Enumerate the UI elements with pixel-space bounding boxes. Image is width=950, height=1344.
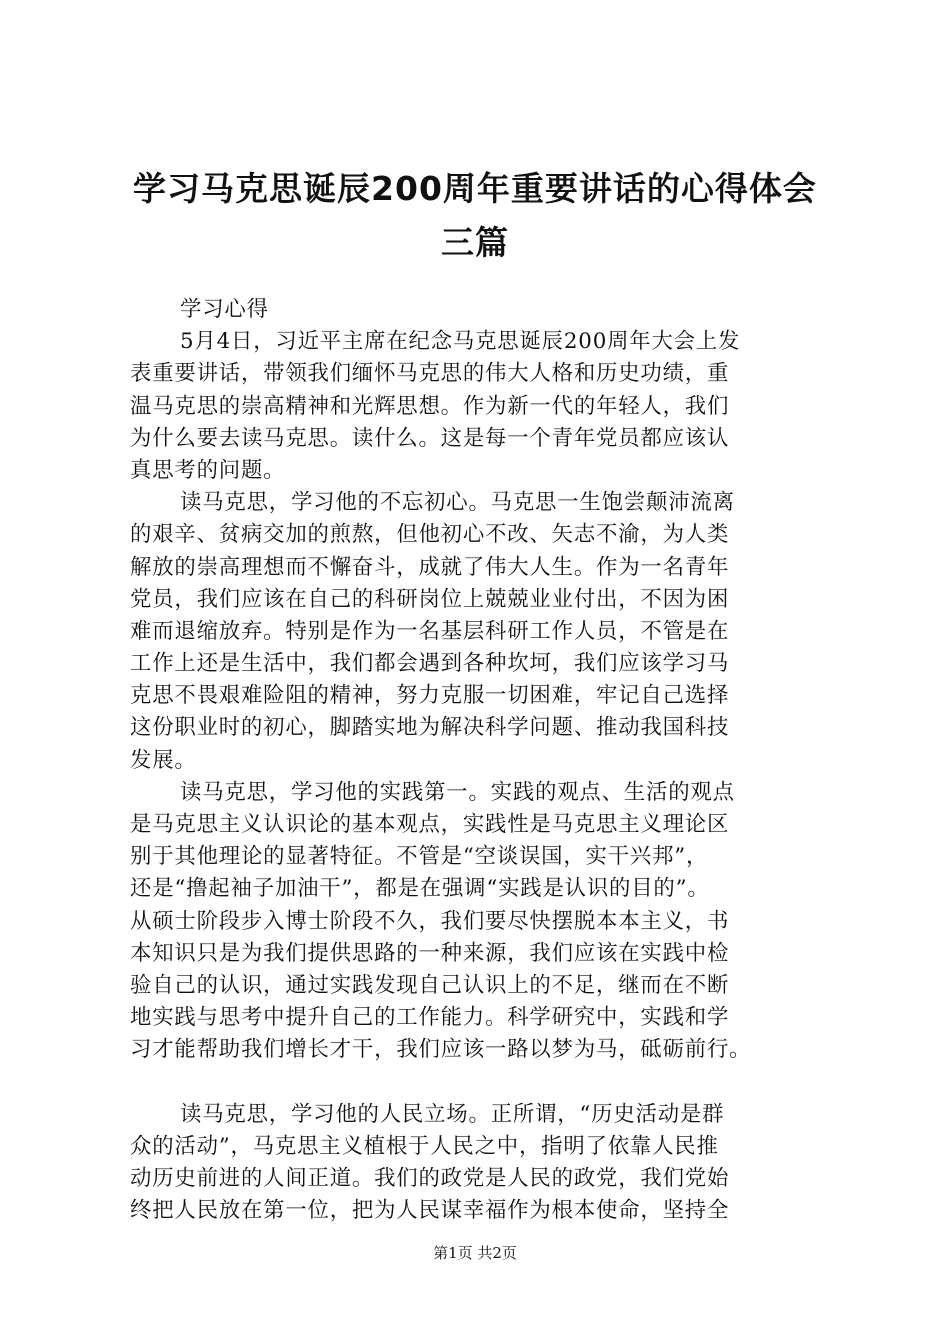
paragraph-line: 地实践与思考中提升自己的工作能力。科学研究中，实践和学 xyxy=(130,1005,730,1031)
paragraph-line: 发展。 xyxy=(130,747,197,773)
paragraph-line: 读马克思，学习他的不忘初心。马克思一生饱尝颠沛流离 xyxy=(180,490,735,516)
title-line-1: 学习马克思诞辰200周年重要讲话的心得体会 xyxy=(133,169,817,208)
blank-line xyxy=(130,1067,850,1099)
paragraph-line: 读马克思，学习他的实践第一。实践的观点、生活的观点 xyxy=(180,779,735,805)
paragraph-line: 表重要讲话，带领我们缅怀马克思的伟大人格和历史功绩，重 xyxy=(130,361,730,387)
paragraph-line: 真思考的问题。 xyxy=(130,457,286,483)
paragraph-line: 温马克思的崇高精神和光辉思想。作为新一代的年轻人，我们 xyxy=(130,393,730,419)
paragraph-line: 读马克思，学习他的人民立场。正所谓，“历史活动是群 xyxy=(180,1101,725,1127)
paragraph-line: 党员，我们应该在自己的科研岗位上兢兢业业付出，不因为困 xyxy=(130,586,730,612)
paragraph-line: 验自己的认识，通过实践发现自己认识上的不足，继而在不断 xyxy=(130,972,730,998)
paragraph-line: 这份职业时的初心，脚踏实地为解决科学问题、推动我国科技 xyxy=(130,715,730,741)
paragraph-line: 难而退缩放弃。特别是作为一名基层科研工作人员，不管是在 xyxy=(130,618,730,644)
document-body xyxy=(130,294,850,1227)
paragraph-line: 从硕士阶段步入博士阶段不久，我们要尽快摆脱本本主义，书 xyxy=(130,908,730,934)
paragraph-line: 5月4日，习近平主席在纪念马克思诞辰200周年大会上发 xyxy=(180,329,741,355)
section-heading: 学习心得 xyxy=(180,297,269,322)
paragraph-line: 习才能帮助我们增长才干，我们应该一路以梦为马，砥砺前行。 xyxy=(130,1037,752,1063)
paragraph-line: 工作上还是生活中，我们都会遇到各种坎坷，我们应该学习马 xyxy=(130,651,730,677)
paragraph-line: 克思不畏艰难险阻的精神，努力克服一切困难，牢记自己选择 xyxy=(130,683,730,709)
document-title xyxy=(100,162,850,270)
paragraph-line: 还是“撸起袖子加油干”，都是在强调“实践是认识的目的”。 xyxy=(130,876,710,902)
paragraph-line: 别于其他理论的显著特征。不管是“空谈误国，实干兴邦”， xyxy=(130,844,709,870)
paragraph-line: 动历史前进的人间正道。我们的政党是人民的政党，我们党始 xyxy=(130,1166,730,1192)
paragraph-line: 终把人民放在第一位，把为人民谋幸福作为根本使命，坚持全 xyxy=(130,1198,730,1224)
title-line-2: 三篇 xyxy=(441,223,509,262)
paragraph-line: 是马克思主义认识论的基本观点，实践性是马克思主义理论区 xyxy=(130,812,730,837)
paragraph-line: 为什么要去读马克思。读什么。这是每一个青年党员都应该认 xyxy=(130,425,730,451)
paragraph-line: 众的活动”，马克思主义植根于人民之中，指明了依靠人民推 xyxy=(130,1133,719,1159)
paragraph-line: 解放的崇高理想而不懈奋斗，成就了伟大人生。作为一名青年 xyxy=(130,554,730,580)
paragraph-line: 本知识只是为我们提供思路的一种来源，我们应该在实践中检 xyxy=(130,940,730,966)
paragraph-line: 的艰辛、贫病交加的煎熬，但他初心不改、矢志不渝，为人类 xyxy=(130,522,730,548)
page-footer: 第1页 共2页 xyxy=(433,1244,517,1262)
